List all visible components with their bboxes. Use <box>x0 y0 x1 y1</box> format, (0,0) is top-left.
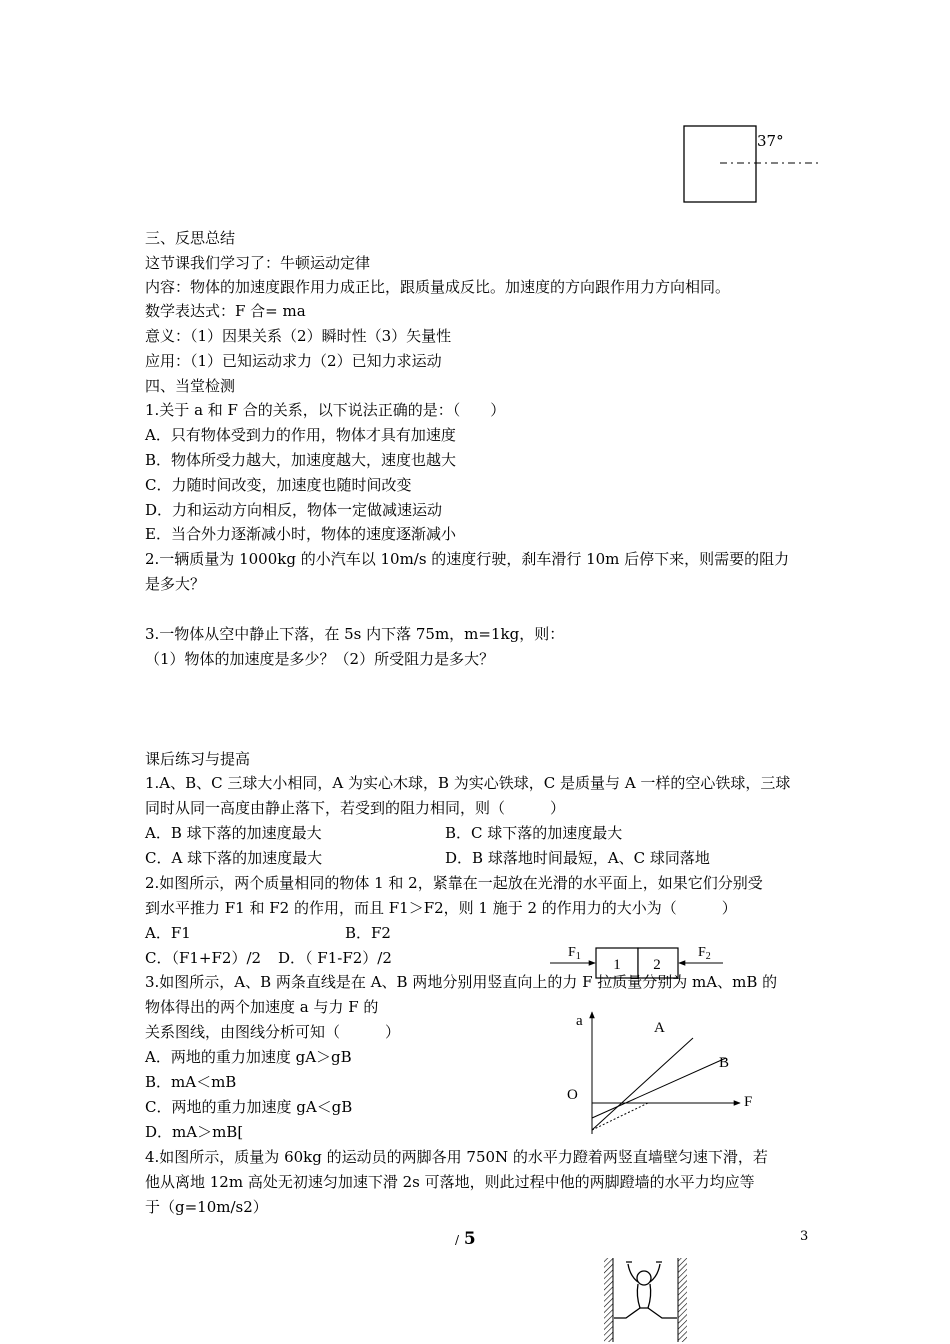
check-q2-line: 2.一辆质量为 1000kg 的小汽车以 10m/s 的速度行驶，刹车滑行 10m 后停下来，则需要的阻力 <box>145 550 790 568</box>
hw-q1-option: C．A 球下落的加速度最大 <box>145 849 323 867</box>
page-number: 3 <box>800 1229 809 1244</box>
hw-q2-option: B．F2 <box>345 924 391 942</box>
angle-label: 37° <box>757 132 784 150</box>
athlete-figure <box>614 1262 677 1318</box>
force-f1-label: $F_1$ <box>568 945 581 962</box>
hw-q1-line: 1.A、B、C 三球大小相同，A 为实心木球，B 为实心铁球，C 是质量与 A 一样的空心铁球，三球 <box>145 774 791 792</box>
force-f2-label: $F_2$ <box>698 945 711 962</box>
block-square <box>684 126 756 202</box>
check-q1-option: D．力和运动方向相反，物体一定做减速运动 <box>145 501 443 519</box>
section-heading-reflection: 三、反思总结 <box>145 229 236 247</box>
line-a <box>592 1038 693 1130</box>
hw-q1-line: 同时从同一高度由静止落下，若受到的阻力相同，则（ ） <box>145 799 566 817</box>
reflection-content: 内容：物体的加速度跟作用力成正比，跟质量成反比。加速度的方向跟作用力方向相同。 <box>145 278 731 296</box>
check-q1-option: A．只有物体受到力的作用，物体才具有加速度 <box>145 426 456 444</box>
hw-q4-line: 4.如图所示，质量为 60kg 的运动员的两脚各用 750N 的水平力蹬着两竖直墙壁匀速下滑，若 <box>145 1148 768 1166</box>
block-2-label: 2 <box>653 957 661 973</box>
hw-q2-line: 到水平推力 F1 和 F2 的作用，而且 F1＞F2，则 1 施于 2 的作用力的大小为（ ） <box>145 899 737 917</box>
line-b <box>592 1058 726 1118</box>
hw-q3-option: C．两地的重力加速度 gA＜gB <box>145 1098 353 1116</box>
check-q2-line: 是多大？ <box>145 575 206 593</box>
athlete-walls-figure <box>598 1256 698 1344</box>
reflection-formula: 数学表达式：F 合= ma <box>145 302 306 320</box>
hw-q2-option: D．（ F1-F2）/2 <box>278 949 392 967</box>
hw-q2-option: A．F1 <box>145 924 191 942</box>
hw-q4-line: 于（g=10m/s2） <box>145 1198 268 1216</box>
reflection-meaning: 意义：（1）因果关系（2）瞬时性（3）矢量性 <box>145 327 452 345</box>
check-q1-option: C．力随时间改变，加速度也随时间改变 <box>145 476 412 494</box>
check-q3-line: （1）物体的加速度是多少？（2）所受阻力是多大？ <box>145 650 495 668</box>
hw-q2-line: 2.如图所示，两个质量相同的物体 1 和 2，紧靠在一起放在光滑的水平面上，如果它们分别受 <box>145 874 763 892</box>
right-wall <box>678 1258 687 1342</box>
hw-q4-line: 他从离地 12m 高处无初速匀加速下滑 2s 可落地，则此过程中他的两脚蹬墙的水平力均应等 <box>145 1173 755 1191</box>
check-q1-option: E．当合外力逐渐减小时，物体的速度逐渐减小 <box>145 525 456 543</box>
hw-q2-option: C．（F1+F2）/2 <box>145 949 262 967</box>
section-heading-check: 四、当堂检测 <box>145 377 236 395</box>
hw-q1-option: D．B 球落地时间最短，A、C 球同落地 <box>445 849 710 867</box>
page-count <box>455 1229 476 1250</box>
incline-figure <box>680 122 830 207</box>
line-b-label: B <box>719 1055 730 1071</box>
origin-label: O <box>567 1087 578 1103</box>
left-wall <box>604 1258 613 1342</box>
page-slash: / <box>455 1233 460 1247</box>
y-axis-label: a <box>576 1013 583 1029</box>
total-pages: 5 <box>463 1229 476 1249</box>
hw-q3-option: D．mA＞mB[ <box>145 1123 244 1141</box>
check-q1-stem: 1.关于 a 和 F 合的关系，以下说法正确的是：（ ） <box>145 401 506 419</box>
hw-q1-option: B．C 球下落的加速度最大 <box>445 824 623 842</box>
line-a-extension <box>592 1103 648 1130</box>
check-q1-option: B．物体所受力越大，加速度越大，速度也越大 <box>145 451 457 469</box>
x-axis-label: F <box>744 1094 753 1110</box>
hw-q3-line: 3.如图所示，A、B 两条直线是在 A、B 两地分别用竖直向上的力 F 拉质量分别为 mA、mB 的 <box>145 973 778 991</box>
hw-q3-option: B．mA＜mB <box>145 1073 237 1091</box>
line-a-label: A <box>654 1020 665 1036</box>
hw-q3-line: 关系图线，由图线分析可知（ ） <box>145 1023 401 1041</box>
check-q3-line: 3.一物体从空中静止下落，在 5s 内下落 75m，m=1kg，则： <box>145 625 565 643</box>
hw-q1-option: A．B 球下落的加速度最大 <box>145 824 322 842</box>
block-1-label: 1 <box>613 957 621 973</box>
reflection-learned: 这节课我们学习了：牛顿运动定律 <box>145 254 371 272</box>
section-heading-homework: 课后练习与提高 <box>145 750 251 768</box>
hw-q3-line: 物体得出的两个加速度 a 与力 F 的 <box>145 998 379 1016</box>
a-f-graph <box>560 1008 770 1138</box>
reflection-application: 应用：（1）已知运动求力（2）已知力求运动 <box>145 352 442 370</box>
hw-q3-option: A．两地的重力加速度 gA＞gB <box>145 1048 352 1066</box>
